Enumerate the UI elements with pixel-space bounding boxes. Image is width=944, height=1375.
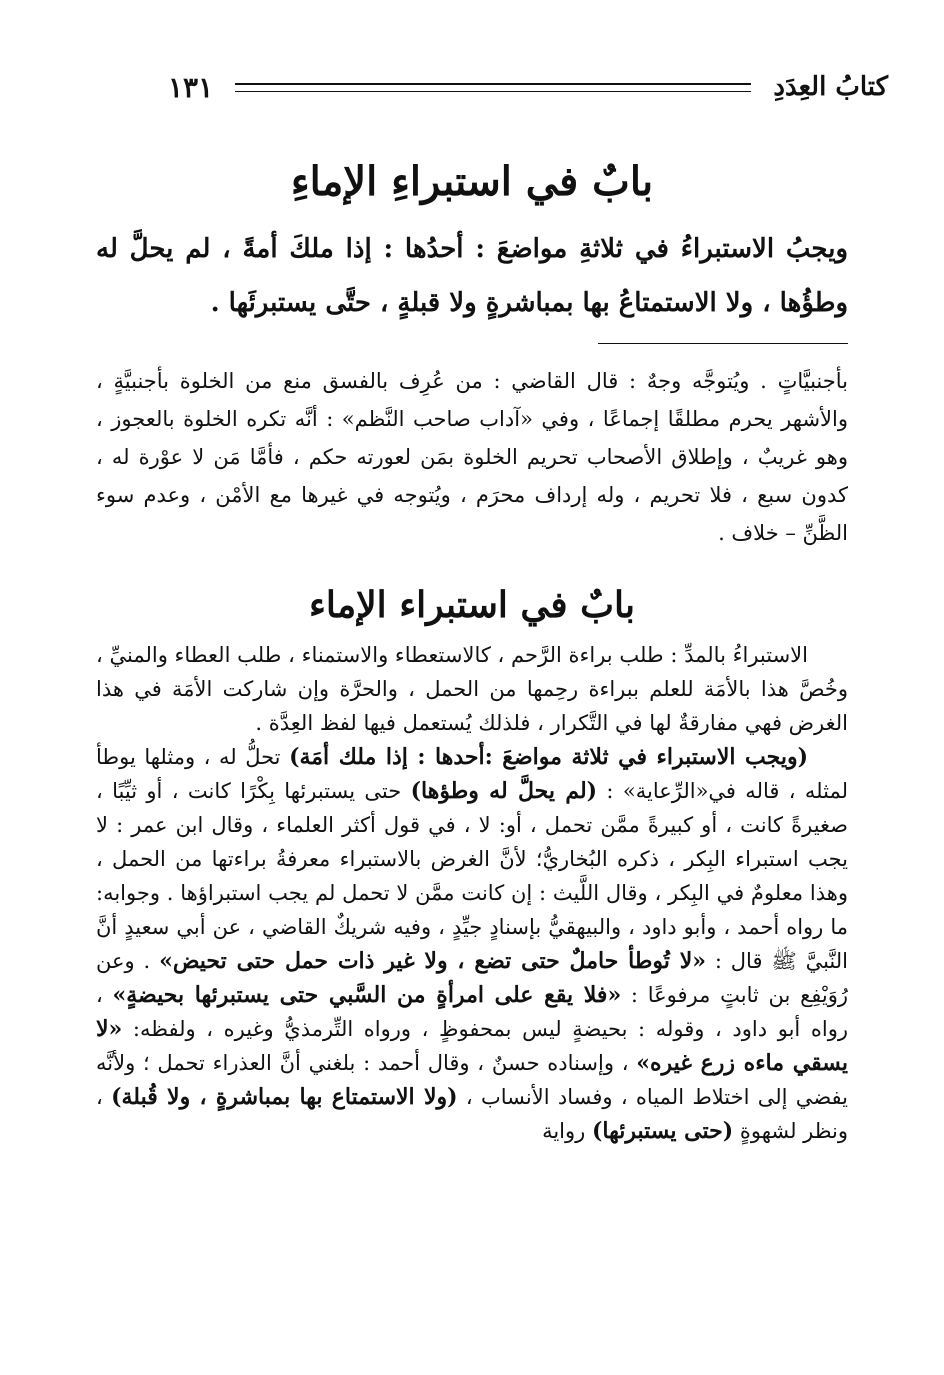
- hadith-quote: «لا تُوطأ حاملٌ حتى تضع ، ولا غير ذات حمل حتى تحيض»: [159, 948, 706, 974]
- quoted-matn: (ويجب الاستبراء في ثلاثة مواضعَ :أحدها : إذا ملك أمَة): [289, 744, 808, 770]
- commentary-text: ، رواه أبو داود ، وقوله : بحيضةٍ ليس بمحفوظٍ ، ورواه التِّرمذيُّ وغيره ، ولفظه:: [96, 983, 848, 1041]
- footnote-text: بأجنبيَّاتٍ . ويُتوجَّه وجهٌ : قال القاضي : من عُرِف بالفسق منع من الخلوة بأجنبيَّةٍ ، والأشهر يحرم مطلقًا إجماعًا ، وفي «آداب صاحب النَّظم» : أنَّه تكره الخلوة بالعجوز ، وهو غريبٌ ، وإطلاق الأصحاب تحريم الخلوة بمَن لعورته حكم ، فأمَّا مَن لا عوْرة له ، كدون سبع ، فلا تحريم ، وله إرداف محرَم ، ويُتوجه في غيرها مع الأمْن ، وعدم سوء الظَّنِّ – خلاف .: [96, 369, 848, 545]
- quoted-matn: (حتى يستبرئها): [591, 1118, 734, 1144]
- sharh-intro-paragraph: الاستبراءُ بالمدِّ : طلب براءة الرَّحم ، كالاستعطاء والاستمناء ، طلب العطاء والمنيِّ ، وخُصَّ هذا بالأمَة للعلم ببراءة رحِمها من الحمل ، والحرَّة وإن شاركت الأمَة في هذا الغرض فهي مفارقةٌ لها في التَّكرار ، فلذلك يُستعمل فيها لفظ العِدَّة .: [96, 643, 848, 735]
- sharh-main-paragraph: [96, 740, 848, 1148]
- page-number: ١٣١: [168, 70, 214, 104]
- commentary-text: رواية: [542, 1119, 592, 1143]
- hadith-quote: «فلا يقع على امرأةٍ من السَّبي حتى يستبرئها بحيضةٍ»: [112, 982, 622, 1008]
- commentary-text: ، وإسناده حسنٌ ، وقال أحمد : بلغني أنَّ العذراء تحمل ؛ ولأنَّه يفضي إلى اختلاط المياه ، وفساد الأنساب ،: [96, 1051, 848, 1109]
- commentary-text: ، ونظر لشهوةٍ: [96, 1085, 848, 1143]
- footnote-divider: [598, 343, 848, 344]
- book-title: كتابُ العِدَدِ: [773, 72, 888, 102]
- quoted-matn: (لم يحلَّ له وطؤها): [410, 778, 598, 804]
- sharh-chapter-title: بابٌ في استبراء الإماء: [308, 584, 636, 626]
- sharh-body: [96, 638, 848, 1148]
- running-header: [168, 62, 888, 112]
- hadith-quote: «لا يسقي ماءه زرع غيره»: [96, 1016, 848, 1076]
- commentary-text: تحلُّ له ، ومثلها يوطأ لمثله ، قاله في«الرِّعاية» :: [96, 745, 848, 803]
- commentary-text: . وعن رُوَيْفِع بن ثابتٍ مرفوعًا :: [96, 949, 849, 1007]
- header-rule: [235, 83, 751, 92]
- quoted-matn: (ولا الاستمتاع بها بمباشرةٍ ، ولا قُبلة): [111, 1084, 458, 1110]
- matn-text: ويجبُ الاستبراءُ في ثلاثةِ مواضعَ : أحدُها : إذا ملكَ أمةً ، لم يحلَّ له وطؤُها ، ولا الاستمتاعُ بها بمباشرةٍ ولا قبلةٍ ، حتَّى يستبرئَها .: [96, 234, 848, 318]
- matn-chapter-title: بابٌ في استبراءِ الإماءِ: [290, 158, 654, 205]
- commentary-text: حتى يستبرئها بِكْرًا كانت ، أو ثيِّبًا ، صغيرةً كانت ، أو كبيرةً ممَّن تحمل ، أو: لا ، في قول أكثر العلماء ، وقال ابن عمر : لا يجب استبراء البِكر ، ذكره البُخاريُّ؛ لأنَّ الغرض بالاستبراء معرفةُ براءتها من الحمل ، وهذا معلومٌ في البِكر ، وقال اللَّيث : إن كانت ممَّن لا تحمل لم يجب استبراؤها . وجوابه: ما رواه أحمد ، وأبو داود ، والبيهقيُّ بإسنادٍ جيِّدٍ ، وفيه شريكٌ القاضي ، عن أبي سعيدٍ أنَّ النَّبيَّ ﷺ قال :: [96, 779, 848, 973]
